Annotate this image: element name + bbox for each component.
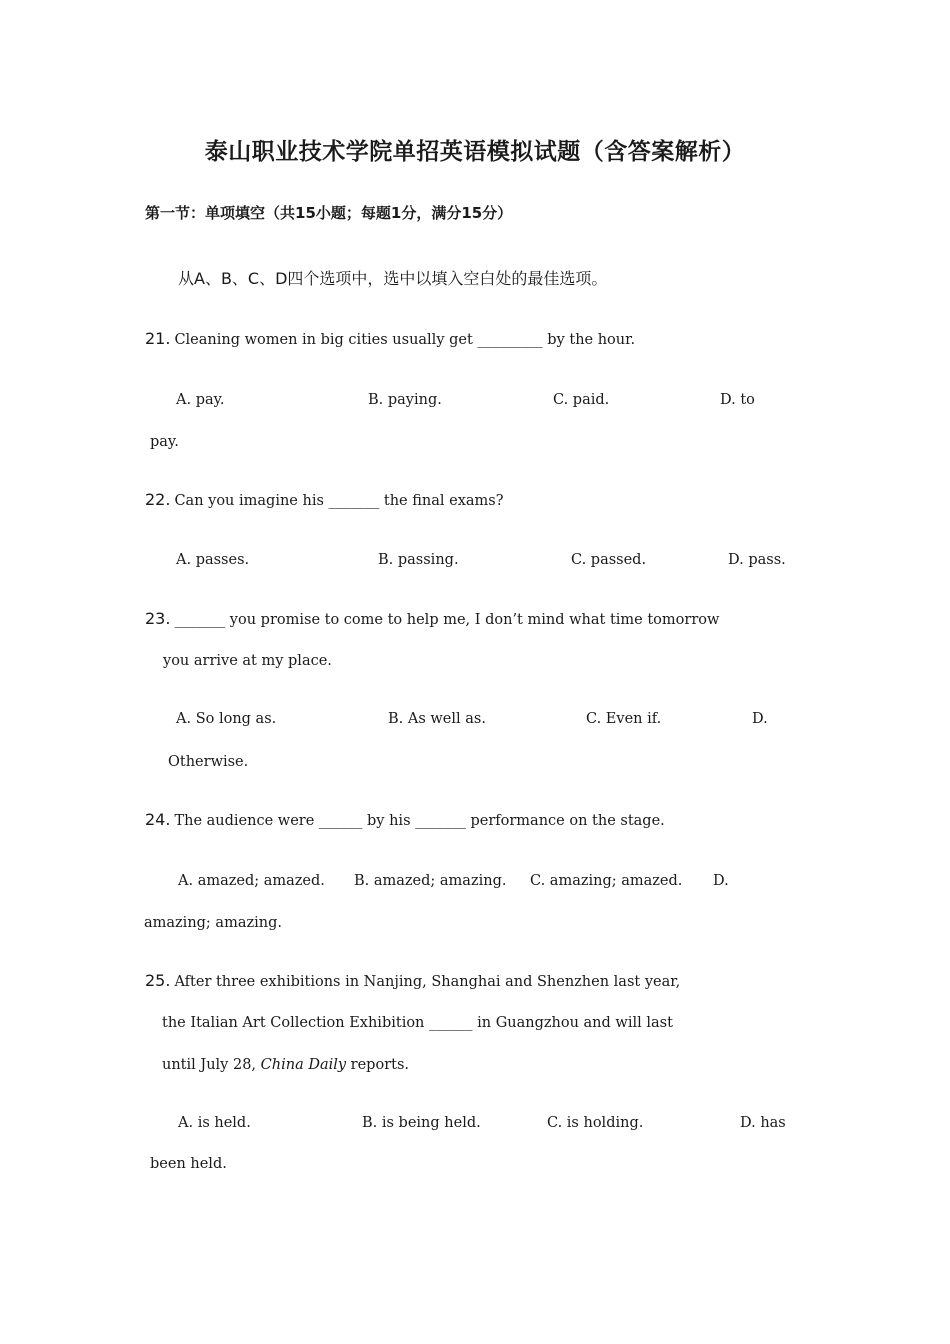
question-text: until July 28, [162,1057,257,1073]
option-a: A. passes. [176,552,250,568]
question-text: reports. [350,1057,410,1073]
question-text: Can you imagine his _______ the final exams? [174,493,504,509]
question-21-stem [145,329,635,348]
option-a: A. amazed; amazed. [178,873,325,889]
option-c: C. is holding. [547,1115,644,1131]
option-d: D. [752,711,768,727]
option-c: C. paid. [553,392,610,408]
question-text-continued: the Italian Art Collection Exhibition ______ in Guangzhou and will last [162,1015,673,1031]
option-wrap: pay. [150,434,179,450]
question-text-continued: you arrive at my place. [163,653,332,669]
option-b: B. paying. [368,392,442,408]
source-name: China Daily [260,1057,347,1073]
option-c: C. Even if. [586,711,662,727]
section-heading: 第一节：单项填空（共15小题；每题1分，满分15分） [145,204,513,222]
option-d: D. has [740,1115,786,1131]
option-b: B. As well as. [388,711,486,727]
page-title: 泰山职业技术学院单招英语模拟试题（含答案解析） [204,139,746,165]
question-24-stem [145,810,665,829]
question-number: 22. [145,490,171,509]
question-number: 25. [145,971,171,990]
question-number: 23. [145,609,171,628]
question-number: 21. [145,329,171,348]
question-text: Cleaning women in big cities usually get _________ by the hour. [174,332,636,348]
option-wrap: been held. [150,1156,227,1172]
question-25-stem [145,971,680,990]
instruction-text: 从A、B、C、D四个选项中，选中以填入空白处的最佳选项。 [178,269,608,288]
question-number: 24. [145,810,171,829]
option-wrap: Otherwise. [168,754,249,770]
question-23-stem [145,609,719,628]
option-c: C. passed. [571,552,647,568]
option-wrap: amazing; amazing. [144,915,282,931]
question-22-stem [145,490,504,509]
question-text: The audience were ______ by his _______ performance on the stage. [174,813,665,829]
option-b: B. passing. [378,552,459,568]
option-d: D. pass. [728,552,786,568]
option-c: C. amazing; amazed. [530,873,683,889]
option-d: D. to [720,392,755,408]
option-a: A. pay. [176,392,225,408]
option-b: B. is being held. [362,1115,481,1131]
question-text: After three exhibitions in Nanjing, Shanghai and Shenzhen last year, [174,974,681,990]
option-d: D. [713,873,729,889]
option-a: A. is held. [178,1115,251,1131]
question-text-continued [162,1057,409,1073]
option-b: B. amazed; amazing. [354,873,507,889]
question-text: _______ you promise to come to help me, I don’t mind what time tomorrow [174,612,720,628]
option-a: A. So long as. [176,711,277,727]
